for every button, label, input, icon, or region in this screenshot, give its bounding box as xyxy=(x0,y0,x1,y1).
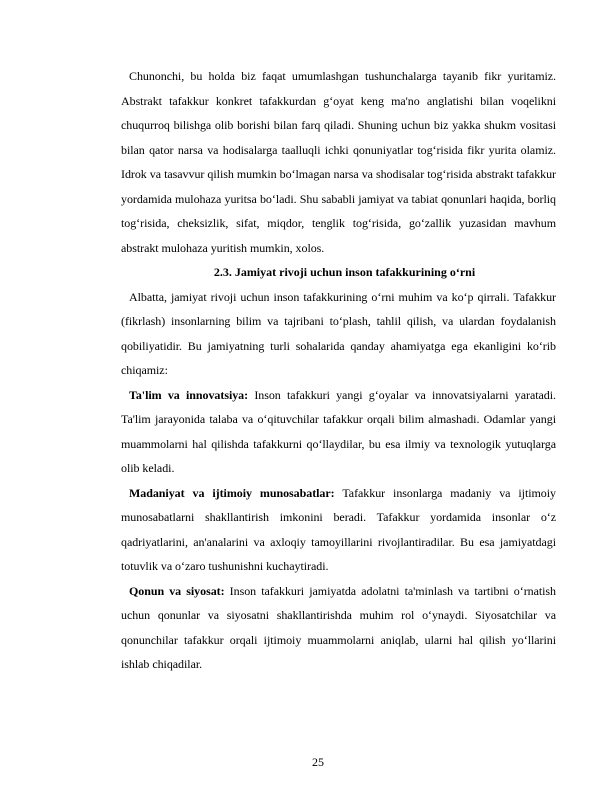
paragraph-lead: Ta'lim va innovatsiya: xyxy=(129,387,249,402)
paragraph-education-innovation xyxy=(121,383,556,481)
paragraph-text: Albatta, jamiyat rivoji uchun inson tafakkurining o‘rni muhim va ko‘p qirrali. Tafakkur (fikrlash) insonlarning bilim va tajribani to‘plash, tahlil qilish, va ulardan foydalanish qobiliyatidir. Bu jamiyatning turli sohalarida qanday ahamiyatga ega ekanligini ko‘rib chiqamiz: xyxy=(121,289,556,377)
document-page xyxy=(121,64,556,677)
paragraph-text: Tafakkur insonlarga madaniy va ijtimoiy munosabatlarni shakllantirish imkonini beradi. Tafakkur yordamida insonlar o‘z qadriyatlarini, an'analarini va axloqiy tamoyillarini rivojlantiradilar. Bu esa jamiyatdagi totuvlik va o‘zaro tushunishni kuchaytiradi. xyxy=(121,485,556,573)
paragraph-lead: Qonun va siyosat: xyxy=(129,583,225,598)
section-heading: 2.3. Jamiyat rivoji uchun inson tafakkurining o‘rni xyxy=(213,265,476,279)
paragraph-abstract-thinking xyxy=(121,64,556,260)
paragraph-text: Inson tafakkuri yangi g‘oyalar va innovatsiyalarni yaratadi. Ta'lim jarayonida talaba va o‘qituvchilar tafakkur orqali bilim almashadi. Odamlar yangi muammolarni hal qilishda tafakkurni qo‘llaydilar, bu esa ilmiy va texnologik yutuqlarga olib keladi. xyxy=(121,387,556,475)
paragraph-culture-social xyxy=(121,481,556,579)
paragraph-law-politics xyxy=(121,579,556,677)
paragraph-text: Chunonchi, bu holda biz faqat umumlashgan tushunchalarga tayanib fikr yuritamiz. Abstrakt tafakkur konkret tafakkurdan g‘oyat keng ma'no anglatishi bilan voqelikni chuqurroq bilishga olib borishi bilan farq qiladi. Shuning uchun biz yakka shukm vositasi bilan qator narsa va hodisalarga taalluqli ichki qonuniyatlar tog‘risida fikr yurita olamiz. Idrok va tasavvur qilish mumkin bo‘lmagan narsa va shodisalar tog‘risida abstrakt tafakkur yordamida mulohaza yuritsa bo‘ladi. Shu sababli jamiyat va tabiat qonunlari haqida, borliq tog‘risida, cheksizlik, sifat, miqdor, tenglik tog‘risida, go‘zallik yuzasidan mavhum abstrakt mulohaza yuritish mumkin, xolos. xyxy=(121,69,556,255)
paragraph-text: Inson tafakkuri jamiyatda adolatni ta'minlash va tartibni o‘rnatish uchun qonunlar va siyosatni shakllantirishda muhim rol o‘ynaydi. Siyosatchilar va qonunchilar tafakkur orqali ijtimoiy muammolarni aniqlab, ularni hal qilish yo‘llarini ishlab chiqadilar. xyxy=(121,583,557,671)
paragraph-lead: Madaniyat va ijtimoiy munosabatlar: xyxy=(129,485,335,500)
paragraph-introduction xyxy=(121,285,556,383)
page-number: 25 xyxy=(312,755,324,769)
